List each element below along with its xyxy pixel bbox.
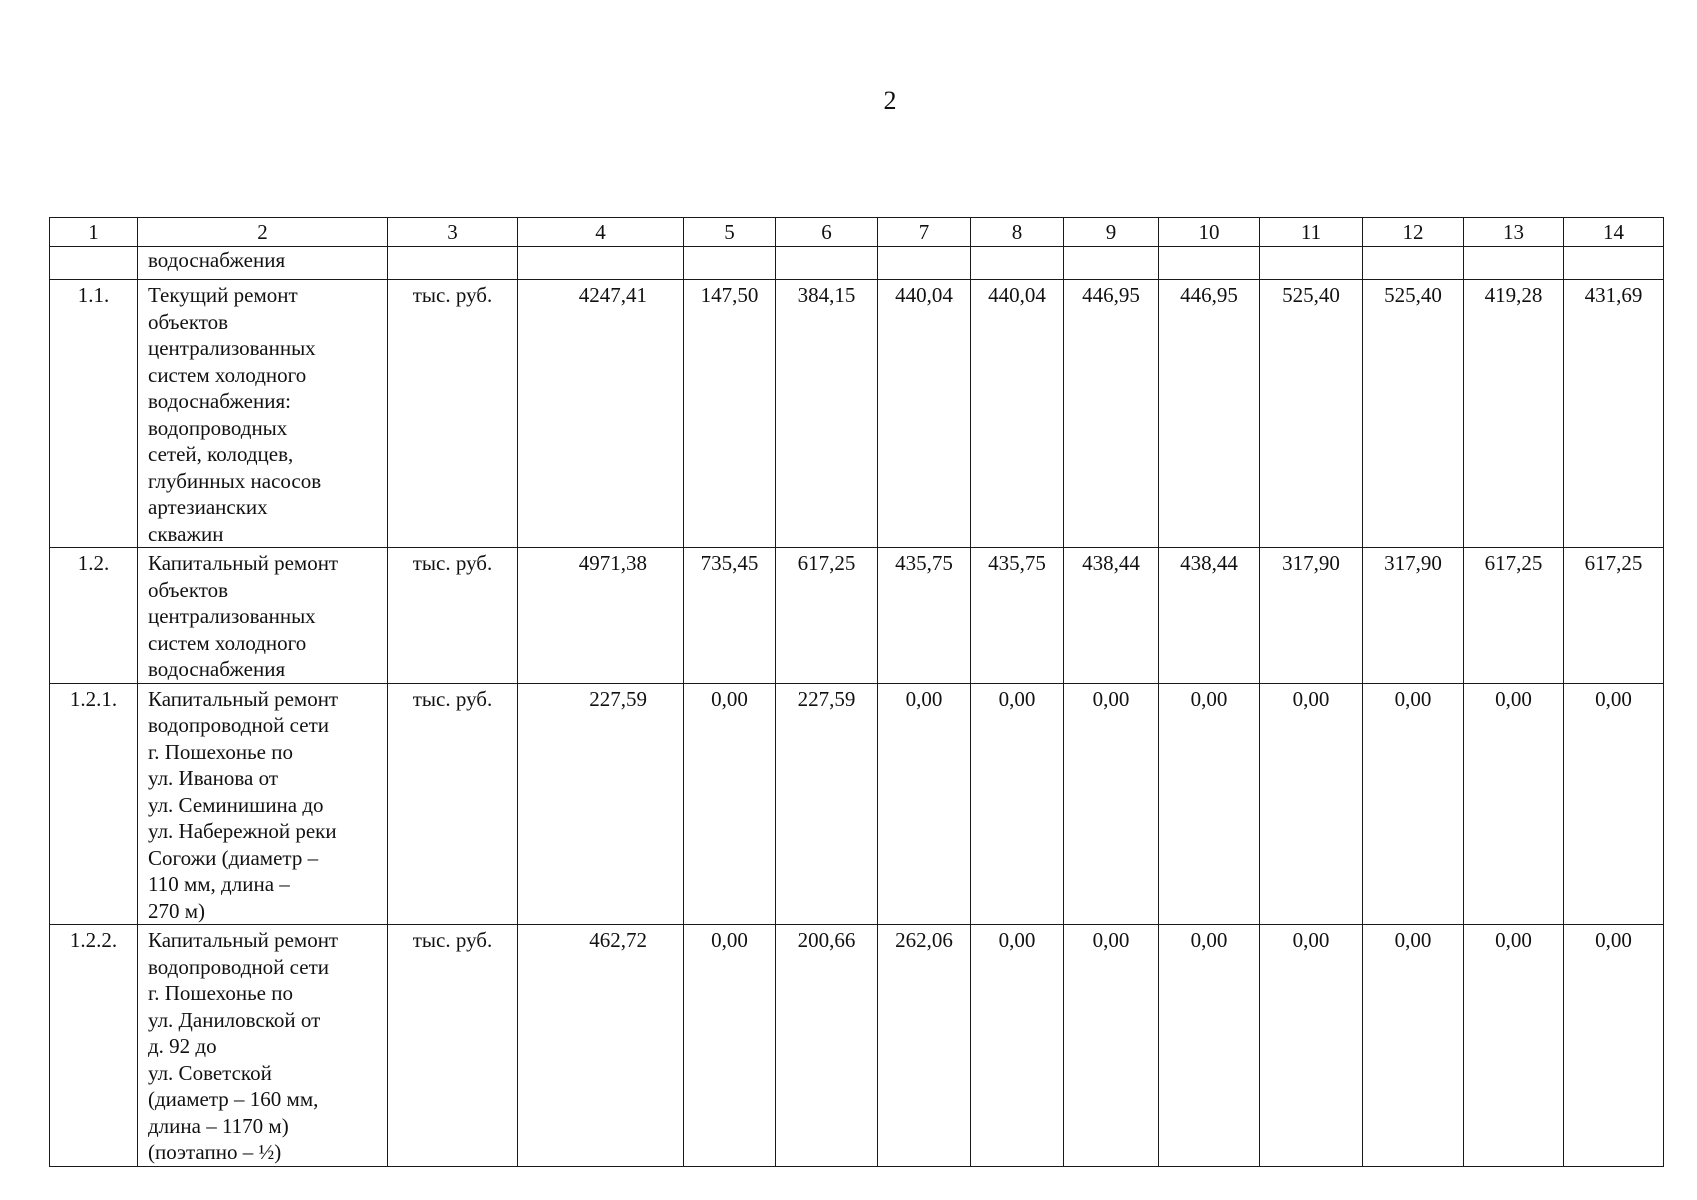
value-cell-col-7: [878, 247, 971, 280]
row-name-line: 110 мм, длина –: [148, 872, 290, 896]
data-table: [49, 217, 1664, 1167]
column-header-3: 3: [388, 218, 518, 247]
column-header-6: 6: [776, 218, 878, 247]
row-name-line: централизованных: [148, 336, 316, 360]
column-header-8: 8: [971, 218, 1064, 247]
value-cell-col-6: 227,59: [776, 683, 878, 925]
value-cell-col-4: 4247,41: [518, 280, 684, 548]
value-cell-col-11: 317,90: [1260, 548, 1363, 684]
column-header-13: 13: [1464, 218, 1564, 247]
continuation-row: [50, 247, 1664, 280]
row-name-line: Капитальный ремонт: [148, 686, 339, 711]
value-cell-col-8: 0,00: [971, 683, 1064, 925]
value-cell-col-9: 0,00: [1064, 683, 1159, 925]
value-cell-col-5: [684, 247, 776, 280]
row-name-line: Текущий ремонт: [148, 283, 298, 307]
row-name-line: водопроводных: [148, 415, 288, 440]
column-header-10: 10: [1159, 218, 1260, 247]
row-name-cell: [138, 925, 388, 1167]
table-row: [50, 925, 1664, 1167]
row-name-line: г. Пошехонье по: [148, 739, 293, 764]
row-name-line: д. 92 до: [148, 1034, 217, 1058]
row-name-line: систем холодного: [148, 362, 307, 387]
value-cell-col-7: 0,00: [878, 683, 971, 925]
row-unit-cell: тыс. руб.: [388, 683, 518, 925]
column-header-14: 14: [1564, 218, 1664, 247]
value-cell-col-12: 0,00: [1363, 925, 1464, 1167]
row-name-line: Согожи (диаметр –: [148, 845, 319, 870]
value-cell-col-5: 147,50: [684, 280, 776, 548]
value-cell-col-7: 262,06: [878, 925, 971, 1167]
row-name-line: ул. Семинишина до: [148, 792, 324, 817]
row-name-line: г. Пошехонье по: [148, 981, 293, 1005]
value-cell-col-10: 0,00: [1159, 925, 1260, 1167]
row-name-line: водоснабжения: [148, 657, 286, 681]
value-cell-col-12: 0,00: [1363, 683, 1464, 925]
row-name-line: ул. Иванова от: [148, 766, 279, 790]
row-name-line: артезианских: [148, 495, 268, 519]
row-name-line: Капитальный ремонт: [148, 928, 339, 952]
column-header-2: 2: [138, 218, 388, 247]
column-number-header-row: [50, 218, 1664, 247]
value-cell-col-7: 440,04: [878, 280, 971, 548]
column-header-11: 11: [1260, 218, 1363, 247]
value-cell-col-11: [1260, 247, 1363, 280]
row-unit-cell: тыс. руб.: [388, 548, 518, 684]
row-name-cell: водоснабжения: [138, 247, 388, 280]
value-cell-col-10: 0,00: [1159, 683, 1260, 925]
value-cell-col-4: 227,59: [518, 683, 684, 925]
row-name-line: Капитальный ремонт: [148, 551, 339, 575]
value-cell-col-8: 0,00: [971, 925, 1064, 1167]
value-cell-col-11: 525,40: [1260, 280, 1363, 548]
value-cell-col-10: 438,44: [1159, 548, 1260, 684]
row-number-cell: 1.2.1.: [50, 683, 138, 925]
row-number-cell: 1.1.: [50, 280, 138, 548]
value-cell-col-8: [971, 247, 1064, 280]
row-name-line: длина – 1170 м): [148, 1113, 289, 1138]
column-header-12: 12: [1363, 218, 1464, 247]
row-name-line: ул. Советской: [148, 1060, 272, 1085]
column-header-7: 7: [878, 218, 971, 247]
value-cell-col-13: 0,00: [1464, 925, 1564, 1167]
table-row: [50, 548, 1664, 684]
value-cell-col-10: [1159, 247, 1260, 280]
row-name-line: скважин: [148, 521, 224, 546]
value-cell-col-9: 446,95: [1064, 280, 1159, 548]
column-header-1: 1: [50, 218, 138, 247]
value-cell-col-14: 617,25: [1564, 548, 1664, 684]
value-cell-col-12: 317,90: [1363, 548, 1464, 684]
row-name-line: водопроводной сети: [148, 954, 329, 979]
column-header-4: 4: [518, 218, 684, 247]
value-cell-col-7: 435,75: [878, 548, 971, 684]
row-number-cell: 1.2.2.: [50, 925, 138, 1167]
value-cell-col-14: 0,00: [1564, 925, 1664, 1167]
value-cell-col-13: [1464, 247, 1564, 280]
row-name-cell: [138, 280, 388, 548]
row-name-cell: [138, 683, 388, 925]
row-name-line: объектов: [148, 309, 229, 334]
row-unit-cell: [388, 247, 518, 280]
row-name-line: объектов: [148, 577, 229, 602]
value-cell-col-9: [1064, 247, 1159, 280]
value-cell-col-12: [1363, 247, 1464, 280]
value-cell-col-6: 617,25: [776, 548, 878, 684]
value-cell-col-14: 431,69: [1564, 280, 1664, 548]
value-cell-col-5: 0,00: [684, 683, 776, 925]
value-cell-col-5: 735,45: [684, 548, 776, 684]
row-name-cell: [138, 548, 388, 684]
row-number-cell: [50, 247, 138, 280]
value-cell-col-13: 617,25: [1464, 548, 1564, 684]
table-row: [50, 280, 1664, 548]
column-header-9: 9: [1064, 218, 1159, 247]
value-cell-col-4: 462,72: [518, 925, 684, 1167]
value-cell-col-5: 0,00: [684, 925, 776, 1167]
value-cell-col-4: [518, 247, 684, 280]
row-name-line: централизованных: [148, 604, 316, 628]
row-name-line: глубинных насосов: [148, 468, 322, 493]
value-cell-col-11: 0,00: [1260, 683, 1363, 925]
value-cell-col-14: 0,00: [1564, 683, 1664, 925]
table-body: [50, 247, 1664, 1167]
value-cell-col-6: [776, 247, 878, 280]
value-cell-col-6: 384,15: [776, 280, 878, 548]
column-header-5: 5: [684, 218, 776, 247]
value-cell-col-8: 435,75: [971, 548, 1064, 684]
row-name-line: водоснабжения:: [148, 389, 291, 413]
value-cell-col-9: 438,44: [1064, 548, 1159, 684]
value-cell-col-9: 0,00: [1064, 925, 1159, 1167]
row-name-line: (поэтапно – ½): [148, 1140, 282, 1164]
row-name-line: водопроводной сети: [148, 713, 329, 737]
value-cell-col-11: 0,00: [1260, 925, 1363, 1167]
value-cell-col-10: 446,95: [1159, 280, 1260, 548]
row-name-line: 270 м): [148, 898, 206, 923]
value-cell-col-14: [1564, 247, 1664, 280]
row-name-line: (диаметр – 160 мм,: [148, 1087, 319, 1111]
row-name-line: ул. Набережной реки: [148, 819, 337, 843]
row-name-line: сетей, колодцев,: [148, 442, 294, 466]
value-cell-col-12: 525,40: [1363, 280, 1464, 548]
row-unit-cell: тыс. руб.: [388, 925, 518, 1167]
value-cell-col-13: 0,00: [1464, 683, 1564, 925]
page-number: 2: [883, 86, 897, 115]
value-cell-col-8: 440,04: [971, 280, 1064, 548]
row-number-cell: 1.2.: [50, 548, 138, 684]
value-cell-col-6: 200,66: [776, 925, 878, 1167]
value-cell-col-13: 419,28: [1464, 280, 1564, 548]
row-name-line: ул. Даниловской от: [148, 1007, 321, 1032]
row-unit-cell: тыс. руб.: [388, 280, 518, 548]
value-cell-col-4: 4971,38: [518, 548, 684, 684]
table-row: [50, 683, 1664, 925]
row-name-line: систем холодного: [148, 630, 307, 655]
